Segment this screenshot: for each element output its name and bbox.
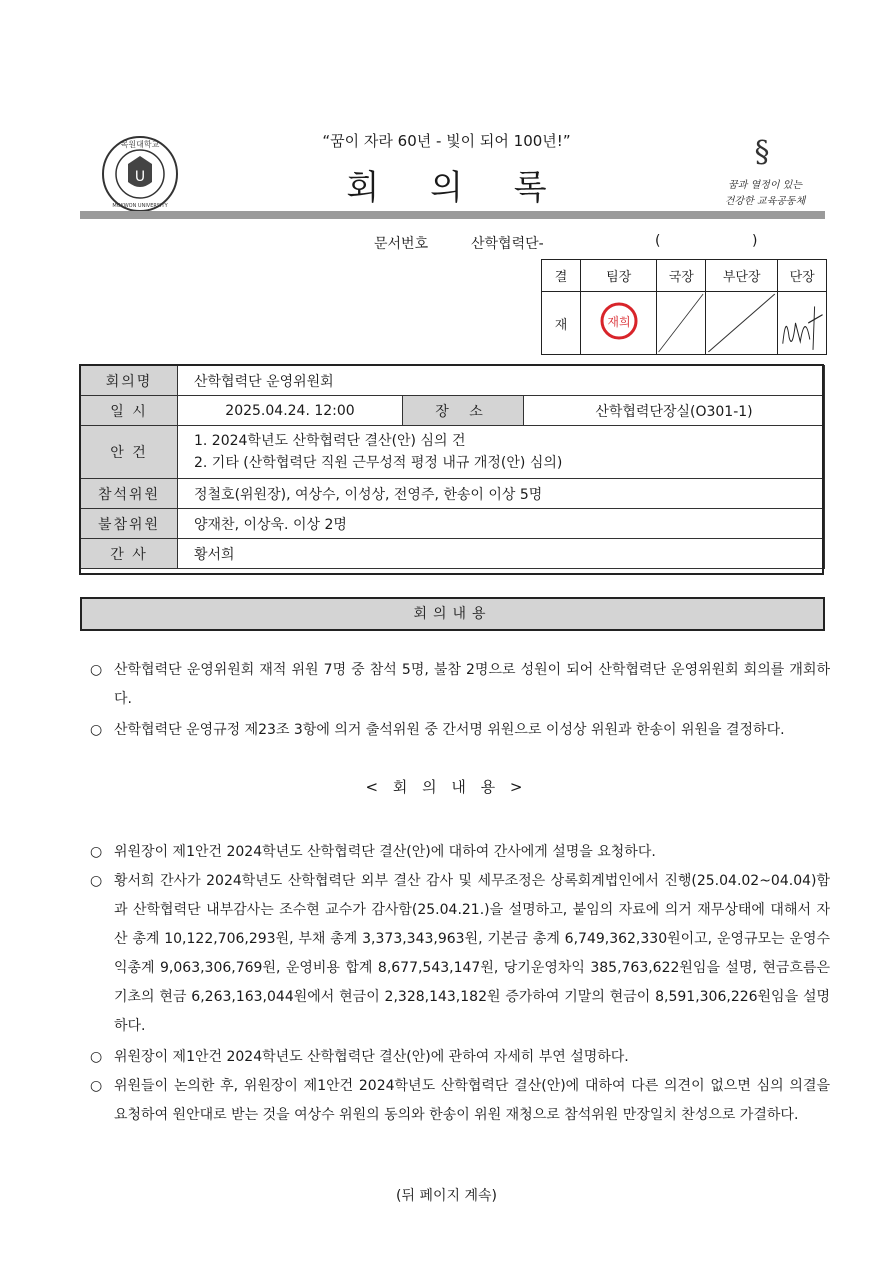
approval-table [541,259,827,355]
svg-text:MOKWON UNIVERSITY: MOKWON UNIVERSITY [112,203,168,209]
agenda-value [178,426,825,479]
meeting-info-table [80,365,825,569]
circle-bullet-icon: ○ [90,1049,103,1065]
secretary-label: 간 사 [81,539,178,569]
content-subtitle: < 회 의 내 용 > [365,778,528,796]
secretary-value: 황서희 [178,539,825,569]
svg-text:재희: 재희 [607,315,631,329]
meeting-name-value: 산학협력단 운영위원회 [178,366,825,396]
diagonal-slash [657,292,705,354]
handwritten-signature [778,292,826,354]
svg-text:목원대학교: 목원대학교 [120,140,160,149]
circle-bullet-icon: ○ [90,844,103,860]
document-number-label: 문서번호 [374,236,429,252]
approval-sign-director [657,292,706,355]
paragraph-text: 황서희 간사가 2024학년도 산학협력단 외부 결산 감사 및 세무조정은 상록회계법인에서 진행(25.04.02~04.04)함과 산학협력단 내부감사는 조수현 교수가 감사함(25.04.21.)을 설명하고, 붙임의 자료에 의거 재무상태에 대해서 자산 총계 10,122,706,293원, 부채 총계 3,373,343,963원, 기본금 총계 6,749,362,330원이고, 운영규모는 운영수익총계 9,063,306,769원, 운영비용 합계 8,677,543,147원, 당기운영차익 385,763,622원임을 설명, 현금흐름은 기초의 현금 6,263,163,044원에서 현금이 2,328,143,182원 증가하여 기말의 현금이 8,591,306,226원임을 설명하다. [114,873,830,1034]
meeting-name-label: 회의명 [81,366,178,396]
circle-bullet-icon: ○ [90,1078,103,1094]
svg-text:U: U [134,169,146,185]
red-seal-stamp [599,301,639,341]
circle-bullet-icon: ○ [90,873,103,889]
agenda-item: 1. 2024학년도 산학협력단 결산(안) 심의 건 [194,433,466,449]
paragraph-text: 산학협력단 운영위원회 재적 위원 7명 중 참석 5명, 불참 2명으로 성원이 되어 산학협력단 운영위원회 회의를 개회하다. [114,662,830,707]
content-item [90,838,830,867]
place-label: 장 소 [403,396,524,426]
absentees-value: 양재찬, 이상욱. 이상 2명 [178,509,825,539]
svg-text:건강한 교육공동체: 건강한 교육공동체 [724,196,806,207]
content-item [90,867,830,1041]
svg-text:꿈과 열정이 있는: 꿈과 열정이 있는 [728,180,802,191]
page-title: 회 의 록 [346,168,567,208]
circle-bullet-icon: ○ [90,722,103,738]
approval-side-top: 결 [542,260,581,292]
place-value: 산학협력단장실(O301-1) [524,396,825,426]
paragraph-text: 위원들이 논의한 후, 위원장이 제1안건 2024학년도 산학협력단 결산(안)에 대하여 다른 의견이 없으면 심의 의결을 요청하여 원안대로 받는 것을 여상수 위원의 동의와 한송이 위원 재청으로 참석위원 만장일치 찬성으로 가결하다. [114,1078,830,1123]
continued-footer: (뒤 페이지 계속) [396,1188,497,1204]
approval-sign-head [778,292,827,355]
agenda-item: 2. 기타 (산학협력단 직원 근무성적 평정 내규 개정(안) 심의) [194,455,563,471]
datetime-value: 2025.04.24. 12:00 [178,396,403,426]
datetime-label: 일 시 [81,396,178,426]
document-number-paren-close: ) [752,233,758,249]
paragraph-text: 위원장이 제1안건 2024학년도 산학협력단 결산(안)에 관하여 자세히 부연 설명하다. [114,1049,629,1065]
slogan: “꿈이 자라 60년 - 빛이 되어 100년!” [322,132,571,150]
content-item [90,1043,830,1072]
paragraph-text: 위원장이 제1안건 2024학년도 산학협력단 결산(안)에 대하여 간사에게 설명을 요청하다. [114,844,656,860]
document-number-value: 산학협력단- [471,236,544,252]
content-item [90,1072,830,1130]
approval-sign-vice-head [706,292,778,355]
approval-col-vice-head: 부단장 [706,260,778,292]
svg-text:§: § [754,135,770,170]
intro-paragraph [90,656,830,714]
intro-paragraph [90,716,830,745]
paragraph-text: 산학협력단 운영규정 제23조 3항에 의거 출석위원 중 간서명 위원으로 이성상 위원과 한송이 위원을 결정하다. [114,722,785,738]
attendees-label: 참석위원 [81,479,178,509]
diagonal-slash [706,292,777,354]
approval-col-head: 단장 [778,260,827,292]
circle-bullet-icon: ○ [90,662,103,678]
attendees-value: 정철호(위원장), 여상수, 이성상, 전영주, 한송이 이상 5명 [178,479,825,509]
absentees-label: 불참위원 [81,509,178,539]
document-number-paren-open: ( [655,233,661,249]
approval-col-director: 국장 [657,260,706,292]
title-divider-bar [80,211,825,219]
approval-side-bottom: 재 [542,292,581,355]
agenda-label: 안 건 [81,426,178,479]
approval-stamp-cell [581,292,657,355]
section-title-bar: 회의내용 [80,597,825,631]
approval-col-team-lead: 팀장 [581,260,657,292]
